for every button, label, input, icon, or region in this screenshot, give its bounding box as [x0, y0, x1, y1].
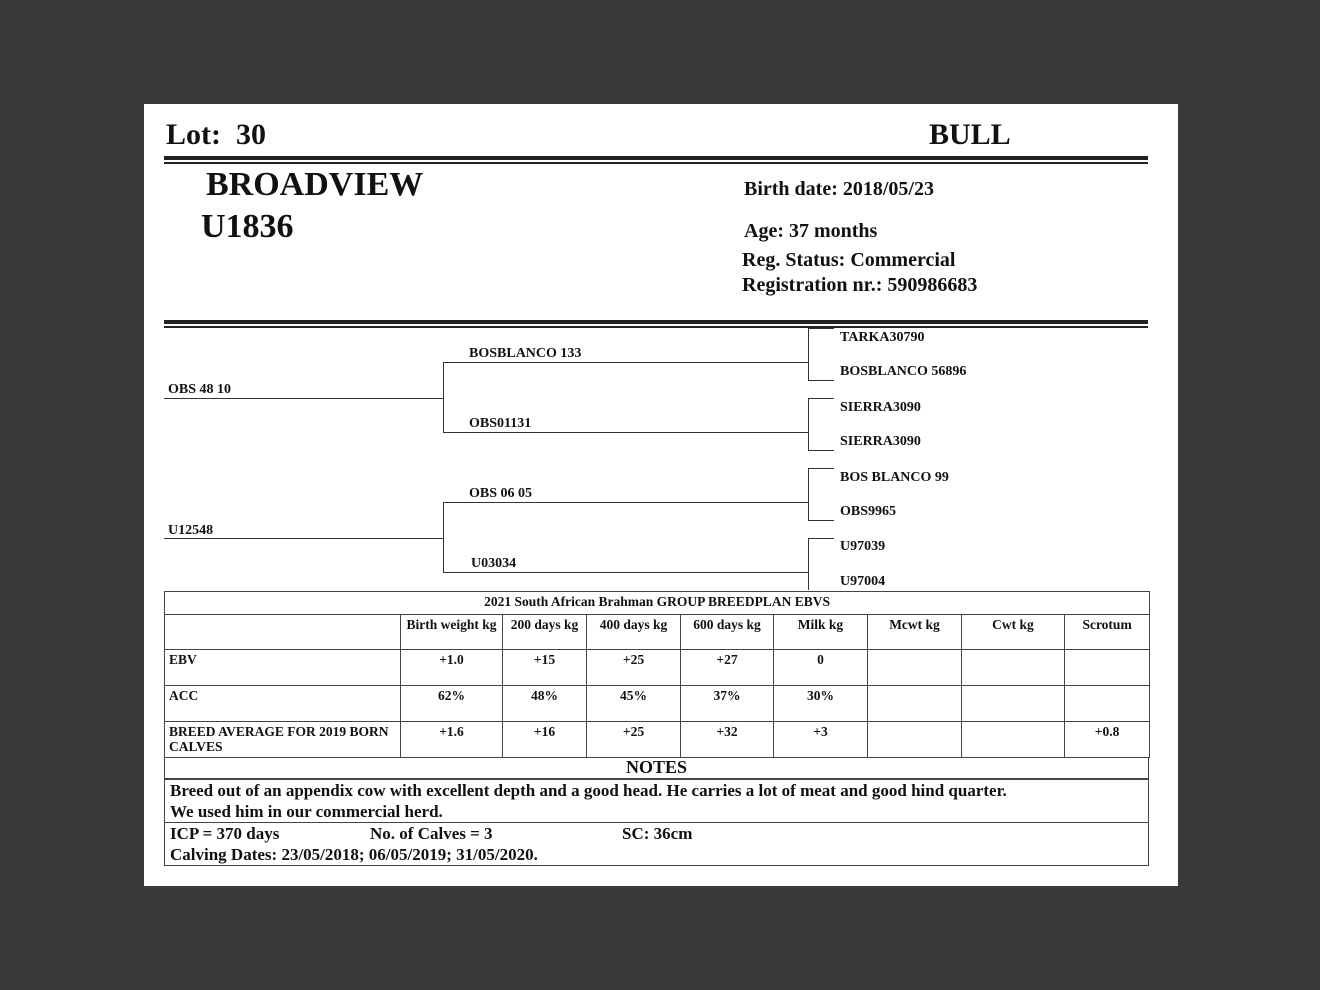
gen3-6: OBS9965 [840, 504, 897, 519]
ebv-table-title: 2021 South African Brahman GROUP BREEDPLAN EBVS [165, 592, 1150, 615]
cell: +1.6 [401, 722, 503, 758]
sd-bracket [808, 398, 809, 450]
sire-dam: OBS01131 [469, 416, 532, 431]
cell: +25 [587, 650, 681, 686]
dam-sire: OBS 06 05 [469, 486, 533, 501]
animal-name: BROADVIEW [206, 166, 424, 203]
dam-dam: U03034 [471, 556, 517, 571]
row-label: ACC [165, 686, 401, 722]
col-cwt: Cwt kg [962, 615, 1065, 650]
icp: ICP = 370 days [170, 824, 280, 843]
row-label: BREED AVERAGE FOR 2019 BORN CALVES [165, 722, 401, 758]
sire-bracket [443, 362, 444, 432]
gen3-1: TARKA30790 [840, 330, 925, 345]
dam-bracket [443, 502, 444, 572]
notes-line-1: Breed out of an appendix cow with excellent depth and a good head. He carries a lot of meat and good hind quarter. [170, 781, 1007, 800]
sire-line [164, 398, 444, 399]
cell [962, 650, 1065, 686]
col-mcwt: Mcwt kg [868, 615, 962, 650]
age: Age: 37 months [744, 220, 878, 242]
cell [962, 722, 1065, 758]
pedigree-divider [164, 320, 1148, 328]
sire-sire-line [443, 362, 809, 363]
cell: +25 [587, 722, 681, 758]
cell [962, 686, 1065, 722]
cell [868, 686, 962, 722]
notes-title: NOTES [164, 757, 1149, 779]
sire: OBS 48 10 [168, 382, 232, 397]
col-scrotum: Scrotum [1065, 615, 1150, 650]
cell: +1.0 [401, 650, 503, 686]
row-label: EBV [165, 650, 401, 686]
col-200-days: 200 days kg [503, 615, 587, 650]
cell: 45% [587, 686, 681, 722]
col-milk: Milk kg [774, 615, 868, 650]
cell [868, 722, 962, 758]
cell: 30% [774, 686, 868, 722]
dam: U12548 [168, 523, 214, 538]
cell: 37% [681, 686, 774, 722]
animal-id: U1836 [201, 208, 294, 245]
sire-sire: BOSBLANCO 133 [469, 346, 582, 361]
lot-label: Lot: [166, 118, 221, 151]
cell: +0.8 [1065, 722, 1150, 758]
cell: +32 [681, 722, 774, 758]
gen3-2: BOSBLANCO 56896 [840, 364, 967, 379]
cell: +16 [503, 722, 587, 758]
gen3-8: U97004 [840, 574, 886, 589]
lot-value: 30 [236, 118, 266, 151]
birth-date: Birth date: 2018/05/23 [744, 178, 934, 200]
cell: +27 [681, 650, 774, 686]
dam-dam-line [443, 572, 809, 573]
cell: 62% [401, 686, 503, 722]
animal-sale-card [144, 104, 1178, 886]
dam-sire-line [443, 502, 809, 503]
animal-sex: BULL [929, 118, 1011, 151]
registration-number: Registration nr.: 590986683 [742, 274, 978, 296]
gen3-7: U97039 [840, 539, 886, 554]
gen3-5: BOS BLANCO 99 [840, 470, 949, 485]
col-400-days: 400 days kg [587, 615, 681, 650]
table-row [165, 686, 1150, 722]
ebv-table [164, 591, 1150, 758]
calving-info [164, 822, 1149, 866]
bracket-tick [808, 328, 834, 329]
header-divider [164, 156, 1148, 164]
ds-bracket [808, 468, 809, 520]
dd-bracket [808, 538, 809, 590]
ss-bracket [808, 328, 809, 380]
calving-dates: Calving Dates: 23/05/2018; 06/05/2019; 31/05/2020. [170, 845, 538, 864]
cell [1065, 686, 1150, 722]
cell: +3 [774, 722, 868, 758]
col-birth-weight: Birth weight kg [401, 615, 503, 650]
cell [1065, 650, 1150, 686]
notes-line-2: We used him in our commercial herd. [170, 802, 443, 821]
reg-status: Reg. Status: Commercial [742, 249, 956, 271]
col-600-days: 600 days kg [681, 615, 774, 650]
bracket-tick [808, 380, 834, 381]
gen3-4: SIERRA3090 [840, 434, 921, 449]
bracket-tick [808, 538, 834, 539]
cell [868, 650, 962, 686]
notes-body [164, 779, 1149, 823]
bracket-tick [808, 398, 834, 399]
sire-dam-line [443, 432, 809, 433]
bracket-tick [808, 520, 834, 521]
scrotal-circumference: SC: 36cm [622, 824, 693, 843]
cell: +15 [503, 650, 587, 686]
bracket-tick [808, 468, 834, 469]
table-row [165, 650, 1150, 686]
ebv-header-empty [165, 615, 401, 650]
cell: 48% [503, 686, 587, 722]
calf-count: No. of Calves = 3 [370, 824, 493, 843]
bracket-tick [808, 450, 834, 451]
lot-number [166, 118, 266, 152]
table-row [165, 722, 1150, 758]
dam-line [164, 538, 444, 539]
gen3-3: SIERRA3090 [840, 400, 921, 415]
cell: 0 [774, 650, 868, 686]
